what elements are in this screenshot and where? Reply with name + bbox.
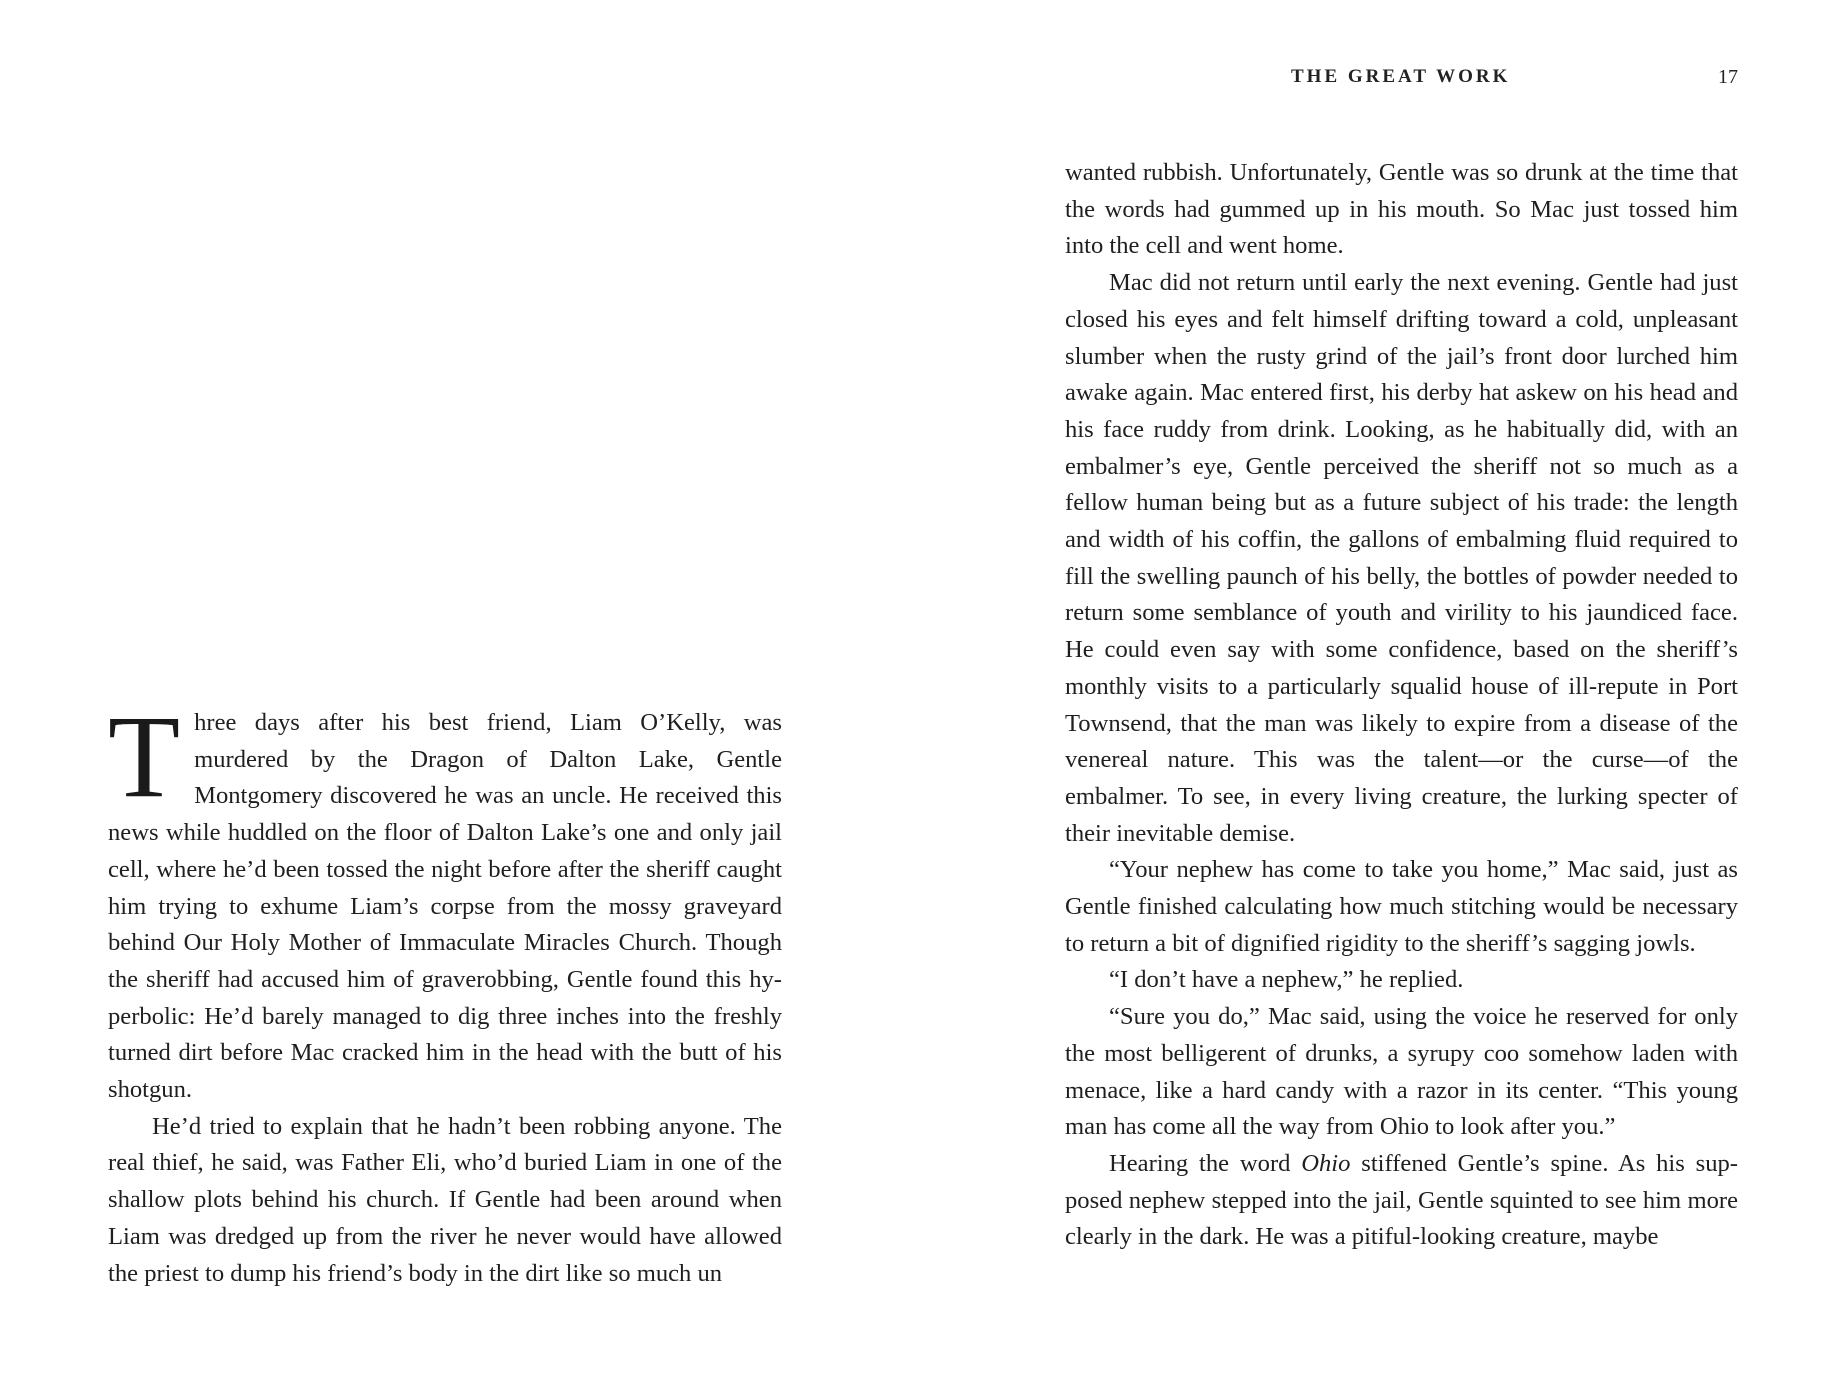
left-page-body — [108, 691, 782, 1292]
paragraph: “Your nephew has come to take you home,” Mac said, just as Gentle finished calculating how much stitching would be necessary to return a bit of dignified rigidity to the sheriff’s sagging jowls. — [1065, 856, 1738, 957]
running-head-title: THE GREAT WORK — [1291, 66, 1511, 87]
paragraph: Mac did not return until early the next evening. Gentle had just closed his eyes and felt himself drifting toward a cold, unpleasant slumber when the rusty grind of the jail’s front door lurched him awake again. Mac entered first, his derby hat askew on his head and his face ruddy from drink. Looking, as he habitually did, with an embalmer’s eye, Gentle perceived the sheriff not so much as a fellow human being but as a future subject of his trade: the length and width of his coffin, the gallons of embalming fluid required to fill the swelling paunch of his belly, the bottles of powder needed to return some semblance of youth and virility to his jaundiced face. He could even say with some confidence, based on the sheriff’s monthly visits to a particularly squalid house of ill-repute in Port Townsend, that the man was likely to expire from a disease of the venereal nature. This was the talent—or the curse—of the embalmer. To see, in every living creature, the lurking specter of their inevitable demise. — [1065, 269, 1738, 847]
opening-paragraph — [108, 691, 782, 1109]
paragraph — [1065, 1146, 1738, 1256]
page-number: 17 — [1718, 66, 1738, 88]
paragraph-text: stiffened Gentle’s spine. As his supposed nephew stepped into the jail, Gentle squinted to see him more clearly in the dark. He was a pitiful-looking creature, maybe — [1065, 1149, 1738, 1251]
drop-cap: T — [108, 691, 181, 822]
italic-word: Ohio — [1301, 1149, 1351, 1177]
paragraph: “Sure you do,” Mac said, using the voice he reserved for only the most belligerent of drunks, a syrupy coo somehow laden with menace, like a hard candy with a razor in its center. “This young man has come all the way from Ohio to look after you.” — [1065, 1003, 1738, 1141]
opening-paragraph-text: hree days after his best friend, Liam O’Kelly, was murdered by the Dragon of Dalton Lake, Gentle Montgomery discovered he was an uncle. He received this news while huddled on the floor of Dalton Lake’s one and only jail cell, where he’d been tossed the night before after the sheriff caught him trying to exhume Liam’s corpse from the mossy graveyard behind Our Holy Mother of Immaculate Miracles Church. Though the sheriff had accused him of graverobbing, Gentle found this hyperbolic: He’d barely managed to dig three inches into the freshly turned dirt before Mac cracked him in the head with the butt of his shotgun. — [108, 709, 782, 1104]
continued-paragraph: wanted rubbish. Unfortunately, Gentle was so drunk at the time that the words had gummed up in his mouth. So Mac just tossed him into the cell and went home. — [1065, 159, 1738, 260]
right-page-body — [1065, 155, 1738, 1256]
paragraph: “I don’t have a nephew,” he replied. — [1109, 966, 1464, 994]
paragraph-text: Hearing the word — [1109, 1149, 1302, 1177]
paragraph: He’d tried to explain that he hadn’t been robbing anyone. The real thief, he said, was Father Eli, who’d buried Liam in one of the shallow plots behind his church. If Gentle had been around when Liam was dredged up from the river he never would have allowed the priest to dump his friend’s body in the dirt like so much un — [108, 1112, 782, 1287]
